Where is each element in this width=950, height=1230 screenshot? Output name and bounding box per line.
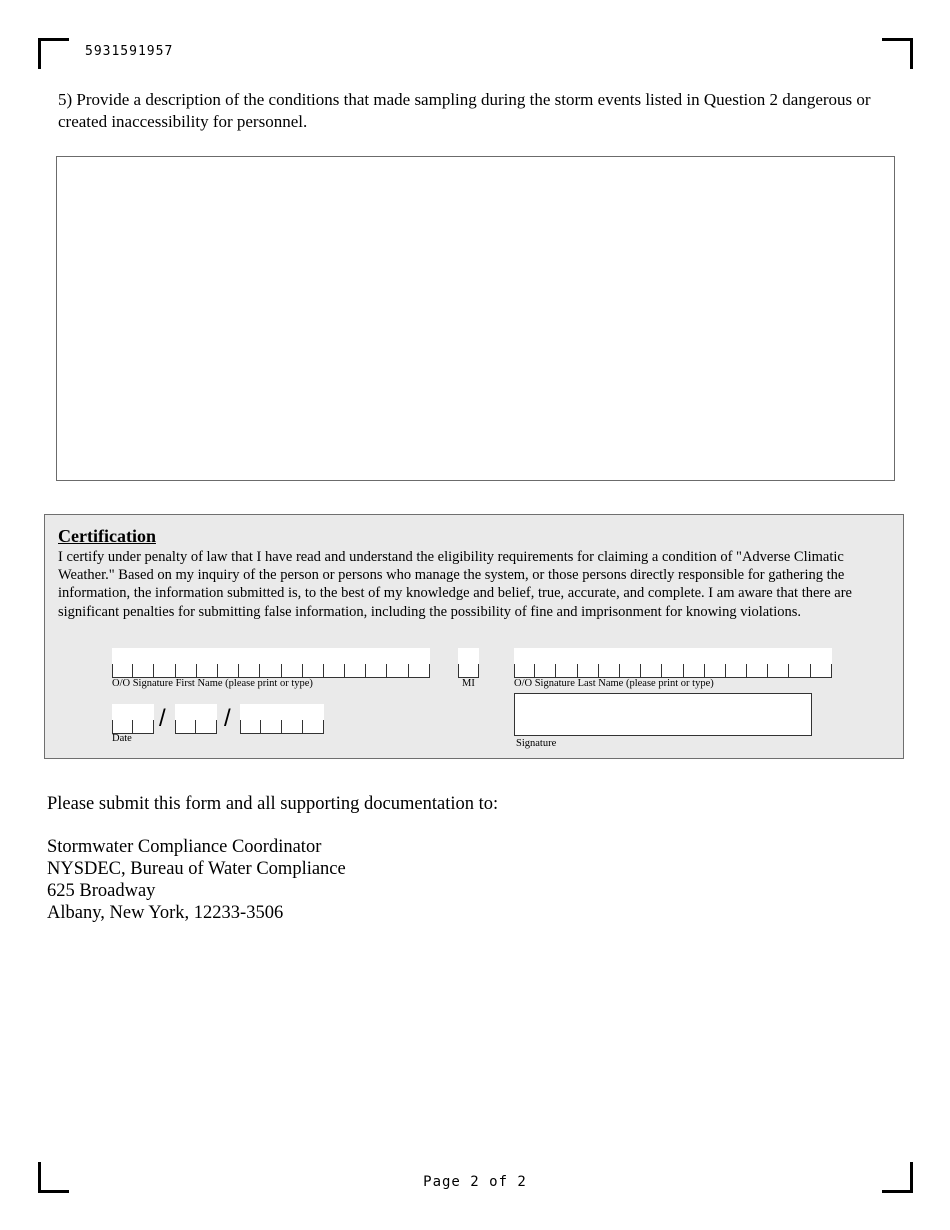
certification-section — [44, 514, 904, 759]
submission-instruction: Please submit this form and all supporting documentation to: — [47, 794, 499, 814]
certification-title: Certification — [58, 526, 156, 546]
date-year-field[interactable] — [240, 704, 324, 734]
page-number: Page 2 of 2 — [423, 1174, 527, 1190]
middle-initial-field[interactable] — [458, 648, 479, 678]
signature-field[interactable] — [514, 693, 812, 736]
address-line: 625 Broadway — [47, 881, 156, 901]
certification-statement: I certify under penalty of law that I have read and understand the eligibility requirements for claiming a condition of "Adverse Climatic Weather." Based on my inquiry of the person or persons who manage the system, or those persons directly responsible for gathering the information, the information submitted is, to the best of my knowledge and belief, true, accurate, and complete. I am aware that there are significant penalties for submitting false information, including the possibility of fine and imprisonment for knowing violations. — [58, 549, 852, 620]
registration-mark-top-right — [882, 38, 913, 69]
description-textarea[interactable] — [56, 156, 895, 481]
signature-label: Signature — [516, 738, 557, 749]
middle-initial-label: MI — [462, 678, 475, 689]
address-line: Stormwater Compliance Coordinator — [47, 837, 322, 857]
date-month-field[interactable] — [112, 704, 154, 734]
mailing-address — [47, 836, 346, 924]
date-day-field[interactable] — [175, 704, 217, 734]
first-name-field[interactable] — [112, 648, 430, 678]
question-text: 5) Provide a description of the conditions that made sampling during the storm events listed in Question 2 dangerous or created inaccessibility for personnel. — [58, 90, 871, 131]
address-line: NYSDEC, Bureau of Water Compliance — [47, 859, 346, 879]
date-separator: / — [159, 705, 166, 732]
registration-mark-top-left — [38, 38, 69, 69]
first-name-label: O/O Signature First Name (please print or type) — [112, 678, 313, 689]
last-name-field[interactable] — [514, 648, 832, 678]
address-line: Albany, New York, 12233-3506 — [47, 903, 284, 923]
date-separator: / — [224, 705, 231, 732]
form-id: 5931591957 — [85, 44, 174, 59]
last-name-label: O/O Signature Last Name (please print or type) — [514, 678, 714, 689]
date-label: Date — [112, 733, 132, 744]
